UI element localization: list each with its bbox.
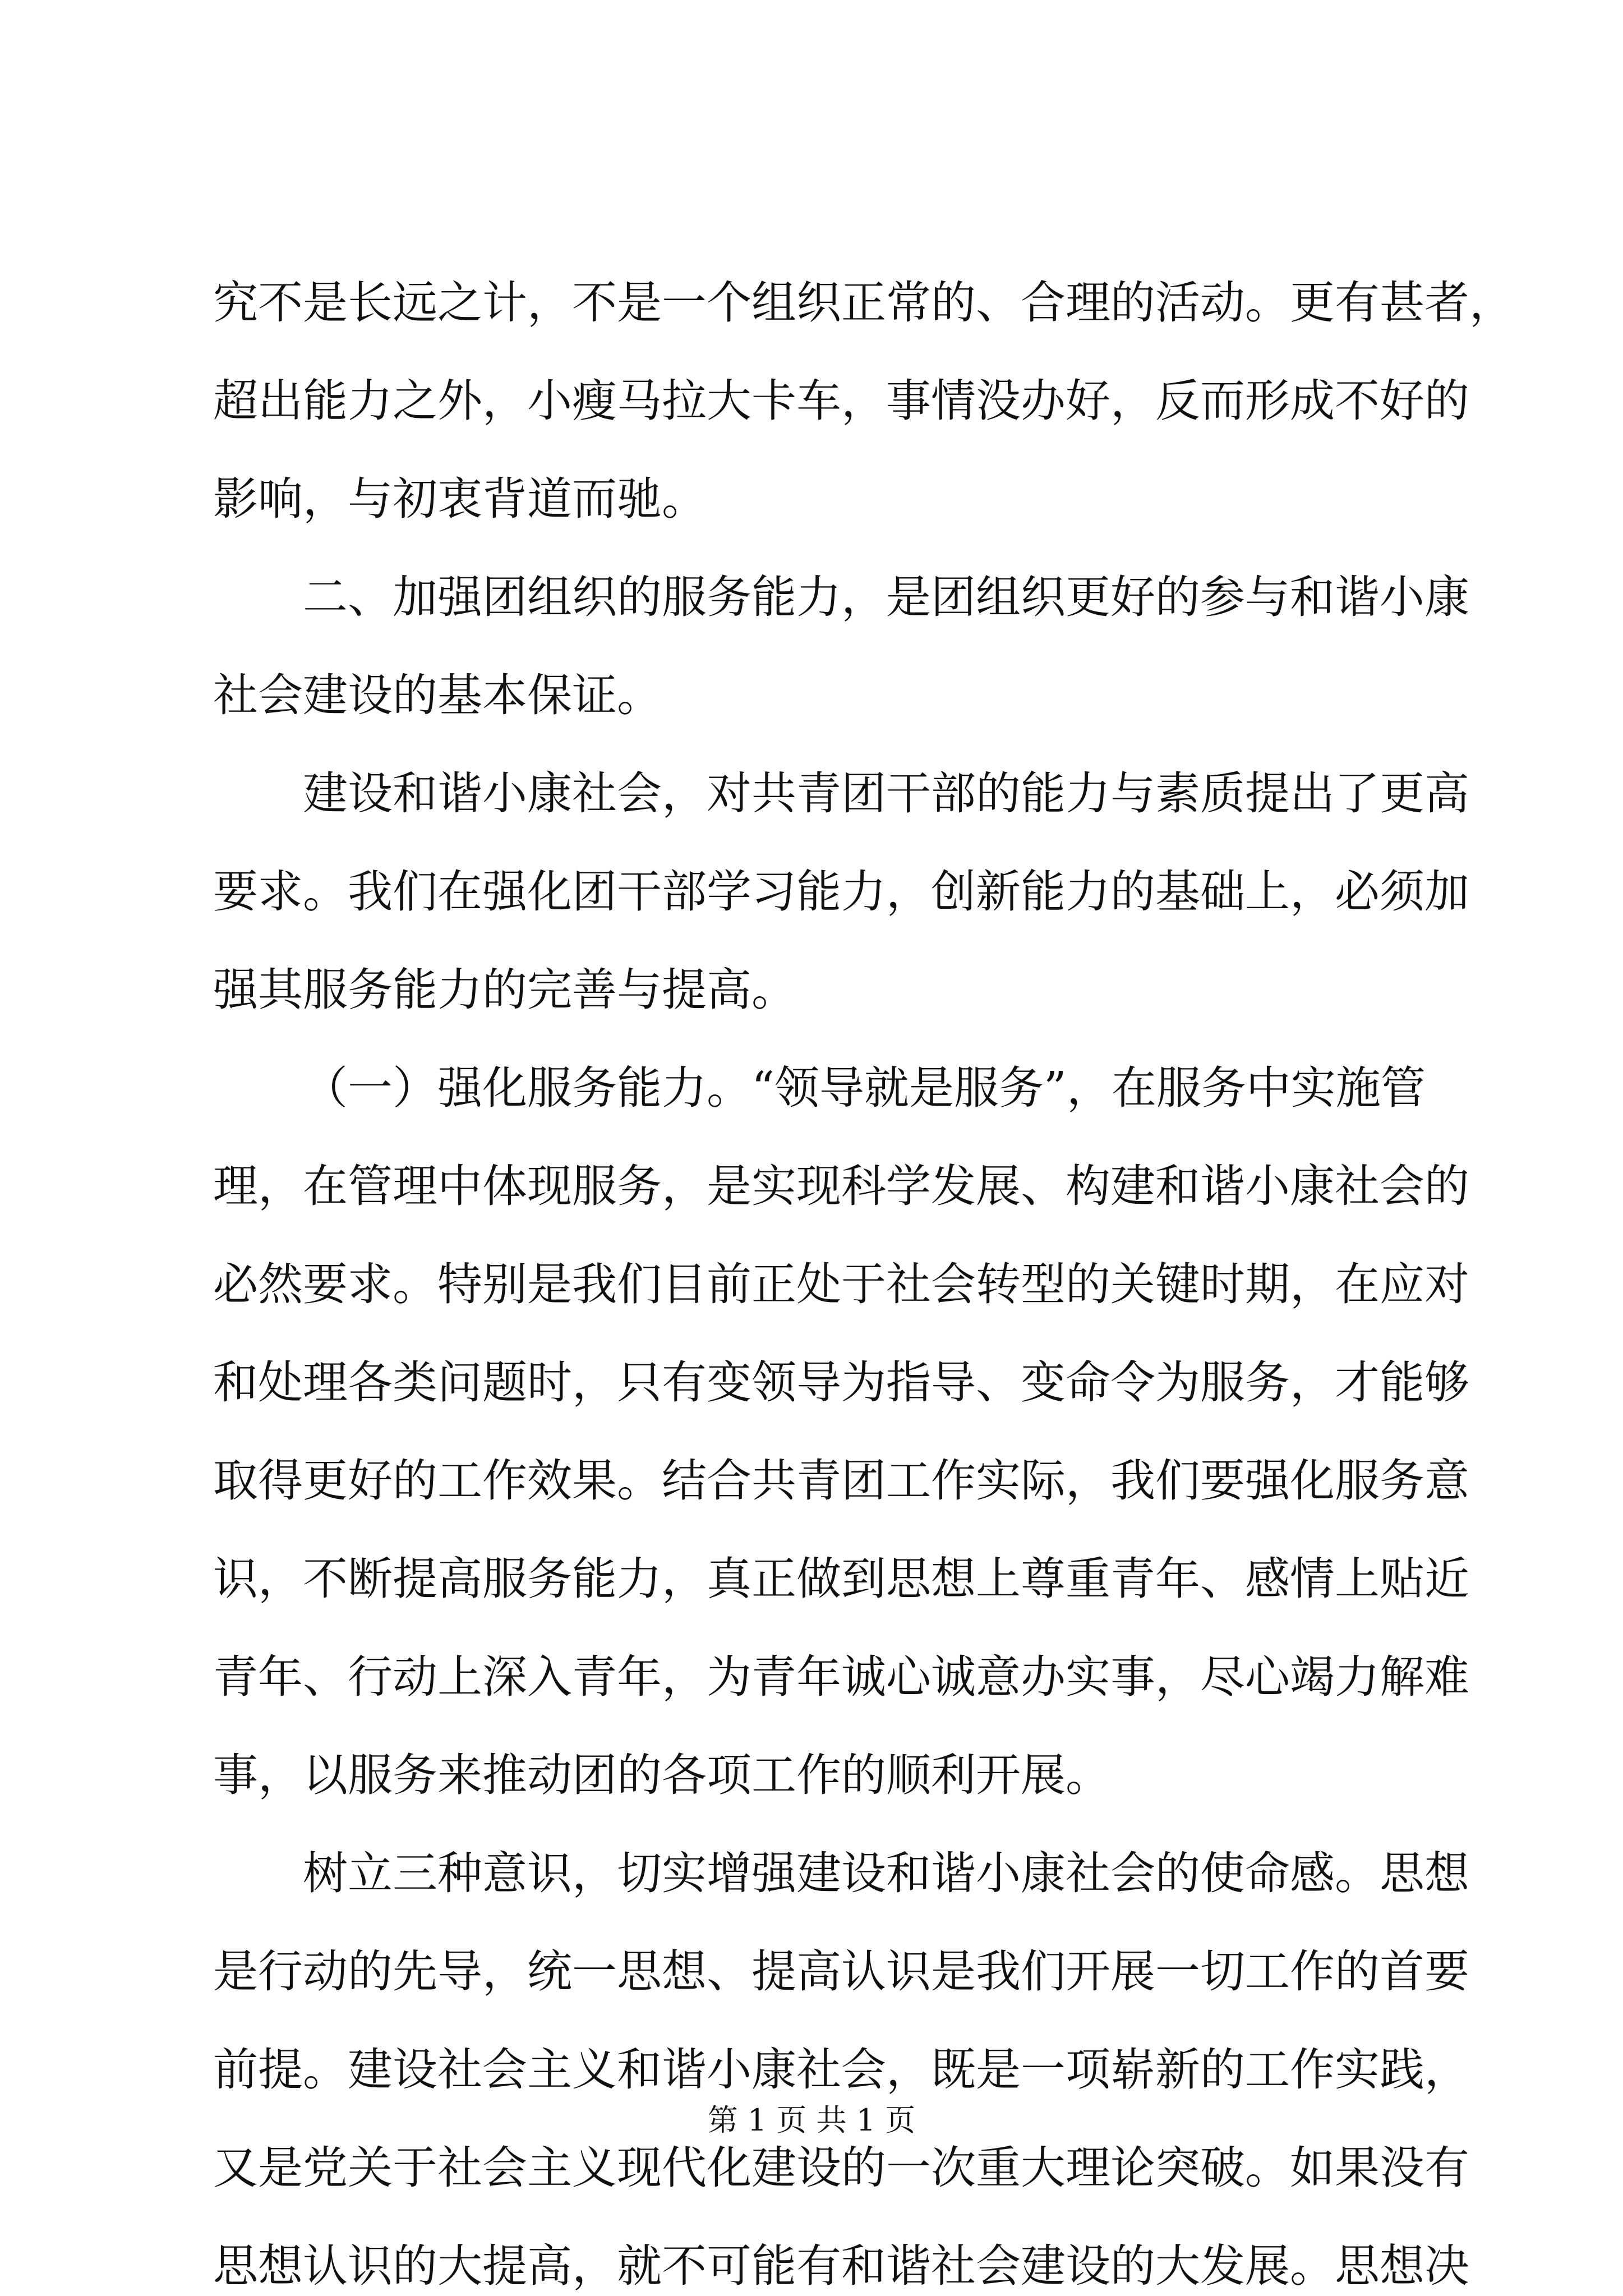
text-line: 理 ， 在 管 理 中 体 现 服 务 ， 是 实 现 科 学 发 展 、 构 建 和 谐 小 康 社 会 的 xyxy=(213,1160,1469,1212)
text-line: 二 、 加 强 团 组 织 的 服 务 能 力 ， 是 团 组 织 更 好 的 参 与 和 谐 小 康 xyxy=(303,571,1469,623)
text-line: 思 想 认 识 的 大 提 高 ， 就 不 可 能 有 和 谐 社 会 建 设 的 大 发 展 。 思 想 决 xyxy=(213,2240,1469,2292)
text-line: 强 其 服 务 能 力 的 完 善 与 提 高 。 xyxy=(213,964,796,1016)
text-line: 取 得 更 好 的 工 作 效 果 。 结 合 共 青 团 工 作 实 际 ， 我 们 要 强 化 服 务 意 xyxy=(213,1455,1469,1507)
text-line: 是 行 动 的 先 导 ， 统 一 思 想 、 提 高 认 识 是 我 们 开 展 一 切 工 作 的 首 要 xyxy=(213,1945,1469,1998)
text-line: 要 求 。 我 们 在 强 化 团 干 部 学 习 能 力 ， 创 新 能 力 的 基 础 上 ， 必 须 加 xyxy=(213,866,1469,918)
page-footer: 第 1 页 共 1 页 xyxy=(707,2102,916,2138)
text-line: 又 是 党 关 于 社 会 主 义 现 代 化 建 设 的 一 次 重 大 理 论 突 破 。 如 果 没 有 xyxy=(213,2142,1469,2194)
text-line: 影 响 ， 与 初 衷 背 道 而 驰 。 xyxy=(213,473,707,525)
text-line: 树 立 三 种 意 识 ， 切 实 增 强 建 设 和 谐 小 康 社 会 的 使 命 感 。 思 想 xyxy=(303,1847,1469,1899)
text-line: 究 不 是 长 远 之 计 ， 不 是 一 个 组 织 正 常 的 、 合 理 的 活 动 。 更 有 甚 者 ， xyxy=(213,277,1514,329)
text-line: 前 提 。 建 设 社 会 主 义 和 谐 小 康 社 会 ， 既 是 一 项 崭 新 的 工 作 实 践 ， xyxy=(213,2044,1469,2096)
text-line: 必 然 要 求 。 特 别 是 我 们 目 前 正 处 于 社 会 转 型 的 关 键 时 期 ， 在 应 对 xyxy=(213,1258,1469,1310)
text-line: 青 年 、 行 动 上 深 入 青 年 ， 为 青 年 诚 心 诚 意 办 实 事 ， 尽 心 竭 力 解 难 xyxy=(213,1651,1469,1703)
text-line: 和 处 理 各 类 问 题 时 ， 只 有 变 领 导 为 指 导 、 变 命 令 为 服 务 ， 才 能 够 xyxy=(213,1356,1469,1409)
text-line: 超 出 能 力 之 外 ， 小 瘦 马 拉 大 卡 车 ， 事 情 没 办 好 ， 反 而 形 成 不 好 的 xyxy=(213,375,1469,427)
text-line: 社 会 建 设 的 基 本 保 证 。 xyxy=(213,669,662,721)
text-line: 事 ， 以 服 务 来 推 动 团 的 各 项 工 作 的 顺 利 开 展 。 xyxy=(213,1749,1110,1801)
text-line: （ 一 ） 强 化 服 务 能 力 。 “ 领 导 就 是 服 务 ” ， 在 服 务 中 实 施 管 xyxy=(303,1062,1426,1114)
text-line: 识 ， 不 断 提 高 服 务 能 力 ， 真 正 做 到 思 想 上 尊 重 青 年 、 感 情 上 贴 近 xyxy=(213,1553,1469,1605)
text-line: 建 设 和 谐 小 康 社 会 ， 对 共 青 团 干 部 的 能 力 与 素 质 提 出 了 更 高 xyxy=(303,767,1469,820)
